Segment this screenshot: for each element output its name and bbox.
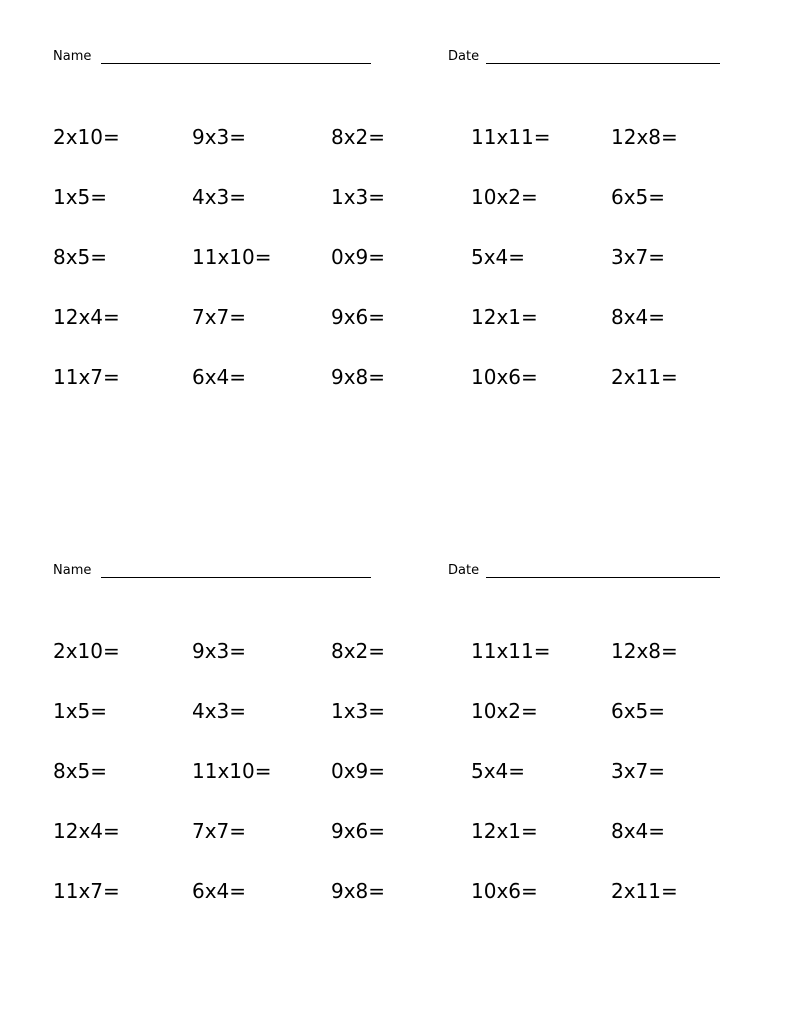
multiplication-problem: 4x3=	[192, 185, 247, 209]
multiplication-problem: 8x2=	[331, 125, 386, 149]
worksheet-top	[0, 0, 791, 420]
multiplication-problem: 1x5=	[53, 185, 108, 209]
multiplication-problem: 12x8=	[611, 639, 678, 663]
name-blank-line[interactable]	[101, 577, 371, 578]
date-label: Date	[448, 49, 480, 64]
multiplication-problem: 1x5=	[53, 699, 108, 723]
multiplication-problem: 6x4=	[192, 879, 247, 903]
multiplication-problem: 12x1=	[471, 819, 538, 843]
multiplication-problem: 11x7=	[53, 879, 120, 903]
multiplication-problem: 11x7=	[53, 365, 120, 389]
multiplication-problem: 6x5=	[611, 699, 666, 723]
multiplication-problem: 6x4=	[192, 365, 247, 389]
multiplication-problem: 12x1=	[471, 305, 538, 329]
multiplication-problem: 5x4=	[471, 245, 526, 269]
name-field[interactable]	[53, 562, 373, 580]
multiplication-problem: 11x10=	[192, 759, 272, 783]
multiplication-problem: 12x4=	[53, 819, 120, 843]
multiplication-problem: 10x6=	[471, 879, 538, 903]
multiplication-problem: 5x4=	[471, 759, 526, 783]
multiplication-problem: 9x8=	[331, 365, 386, 389]
multiplication-problem: 8x2=	[331, 639, 386, 663]
multiplication-problem: 4x3=	[192, 699, 247, 723]
multiplication-problem: 0x9=	[331, 759, 386, 783]
multiplication-problem: 1x3=	[331, 699, 386, 723]
multiplication-problem: 6x5=	[611, 185, 666, 209]
multiplication-problem: 9x8=	[331, 879, 386, 903]
multiplication-problem: 10x2=	[471, 699, 538, 723]
multiplication-problem: 7x7=	[192, 819, 247, 843]
worksheet-bottom	[0, 514, 791, 934]
multiplication-problem: 2x10=	[53, 639, 120, 663]
multiplication-problem: 9x6=	[331, 819, 386, 843]
date-field[interactable]	[448, 562, 723, 580]
multiplication-problem: 9x6=	[331, 305, 386, 329]
name-field[interactable]	[53, 48, 373, 66]
multiplication-problem: 9x3=	[192, 639, 247, 663]
multiplication-problem: 2x11=	[611, 365, 678, 389]
multiplication-problem: 8x5=	[53, 759, 108, 783]
multiplication-problem: 11x11=	[471, 639, 551, 663]
date-blank-line[interactable]	[486, 577, 720, 578]
date-blank-line[interactable]	[486, 63, 720, 64]
multiplication-problem: 8x4=	[611, 305, 666, 329]
multiplication-problem: 11x10=	[192, 245, 272, 269]
multiplication-problem: 8x5=	[53, 245, 108, 269]
name-label: Name	[53, 563, 92, 578]
name-label: Name	[53, 49, 92, 64]
multiplication-problem: 2x11=	[611, 879, 678, 903]
date-label: Date	[448, 563, 480, 578]
multiplication-problem: 0x9=	[331, 245, 386, 269]
multiplication-problem: 7x7=	[192, 305, 247, 329]
multiplication-problem: 2x10=	[53, 125, 120, 149]
multiplication-problem: 8x4=	[611, 819, 666, 843]
multiplication-problem: 10x6=	[471, 365, 538, 389]
multiplication-problem: 11x11=	[471, 125, 551, 149]
multiplication-problem: 3x7=	[611, 245, 666, 269]
multiplication-problem: 3x7=	[611, 759, 666, 783]
multiplication-problem: 10x2=	[471, 185, 538, 209]
name-blank-line[interactable]	[101, 63, 371, 64]
multiplication-problem: 9x3=	[192, 125, 247, 149]
multiplication-problem: 12x4=	[53, 305, 120, 329]
date-field[interactable]	[448, 48, 723, 66]
multiplication-problem: 12x8=	[611, 125, 678, 149]
multiplication-problem: 1x3=	[331, 185, 386, 209]
